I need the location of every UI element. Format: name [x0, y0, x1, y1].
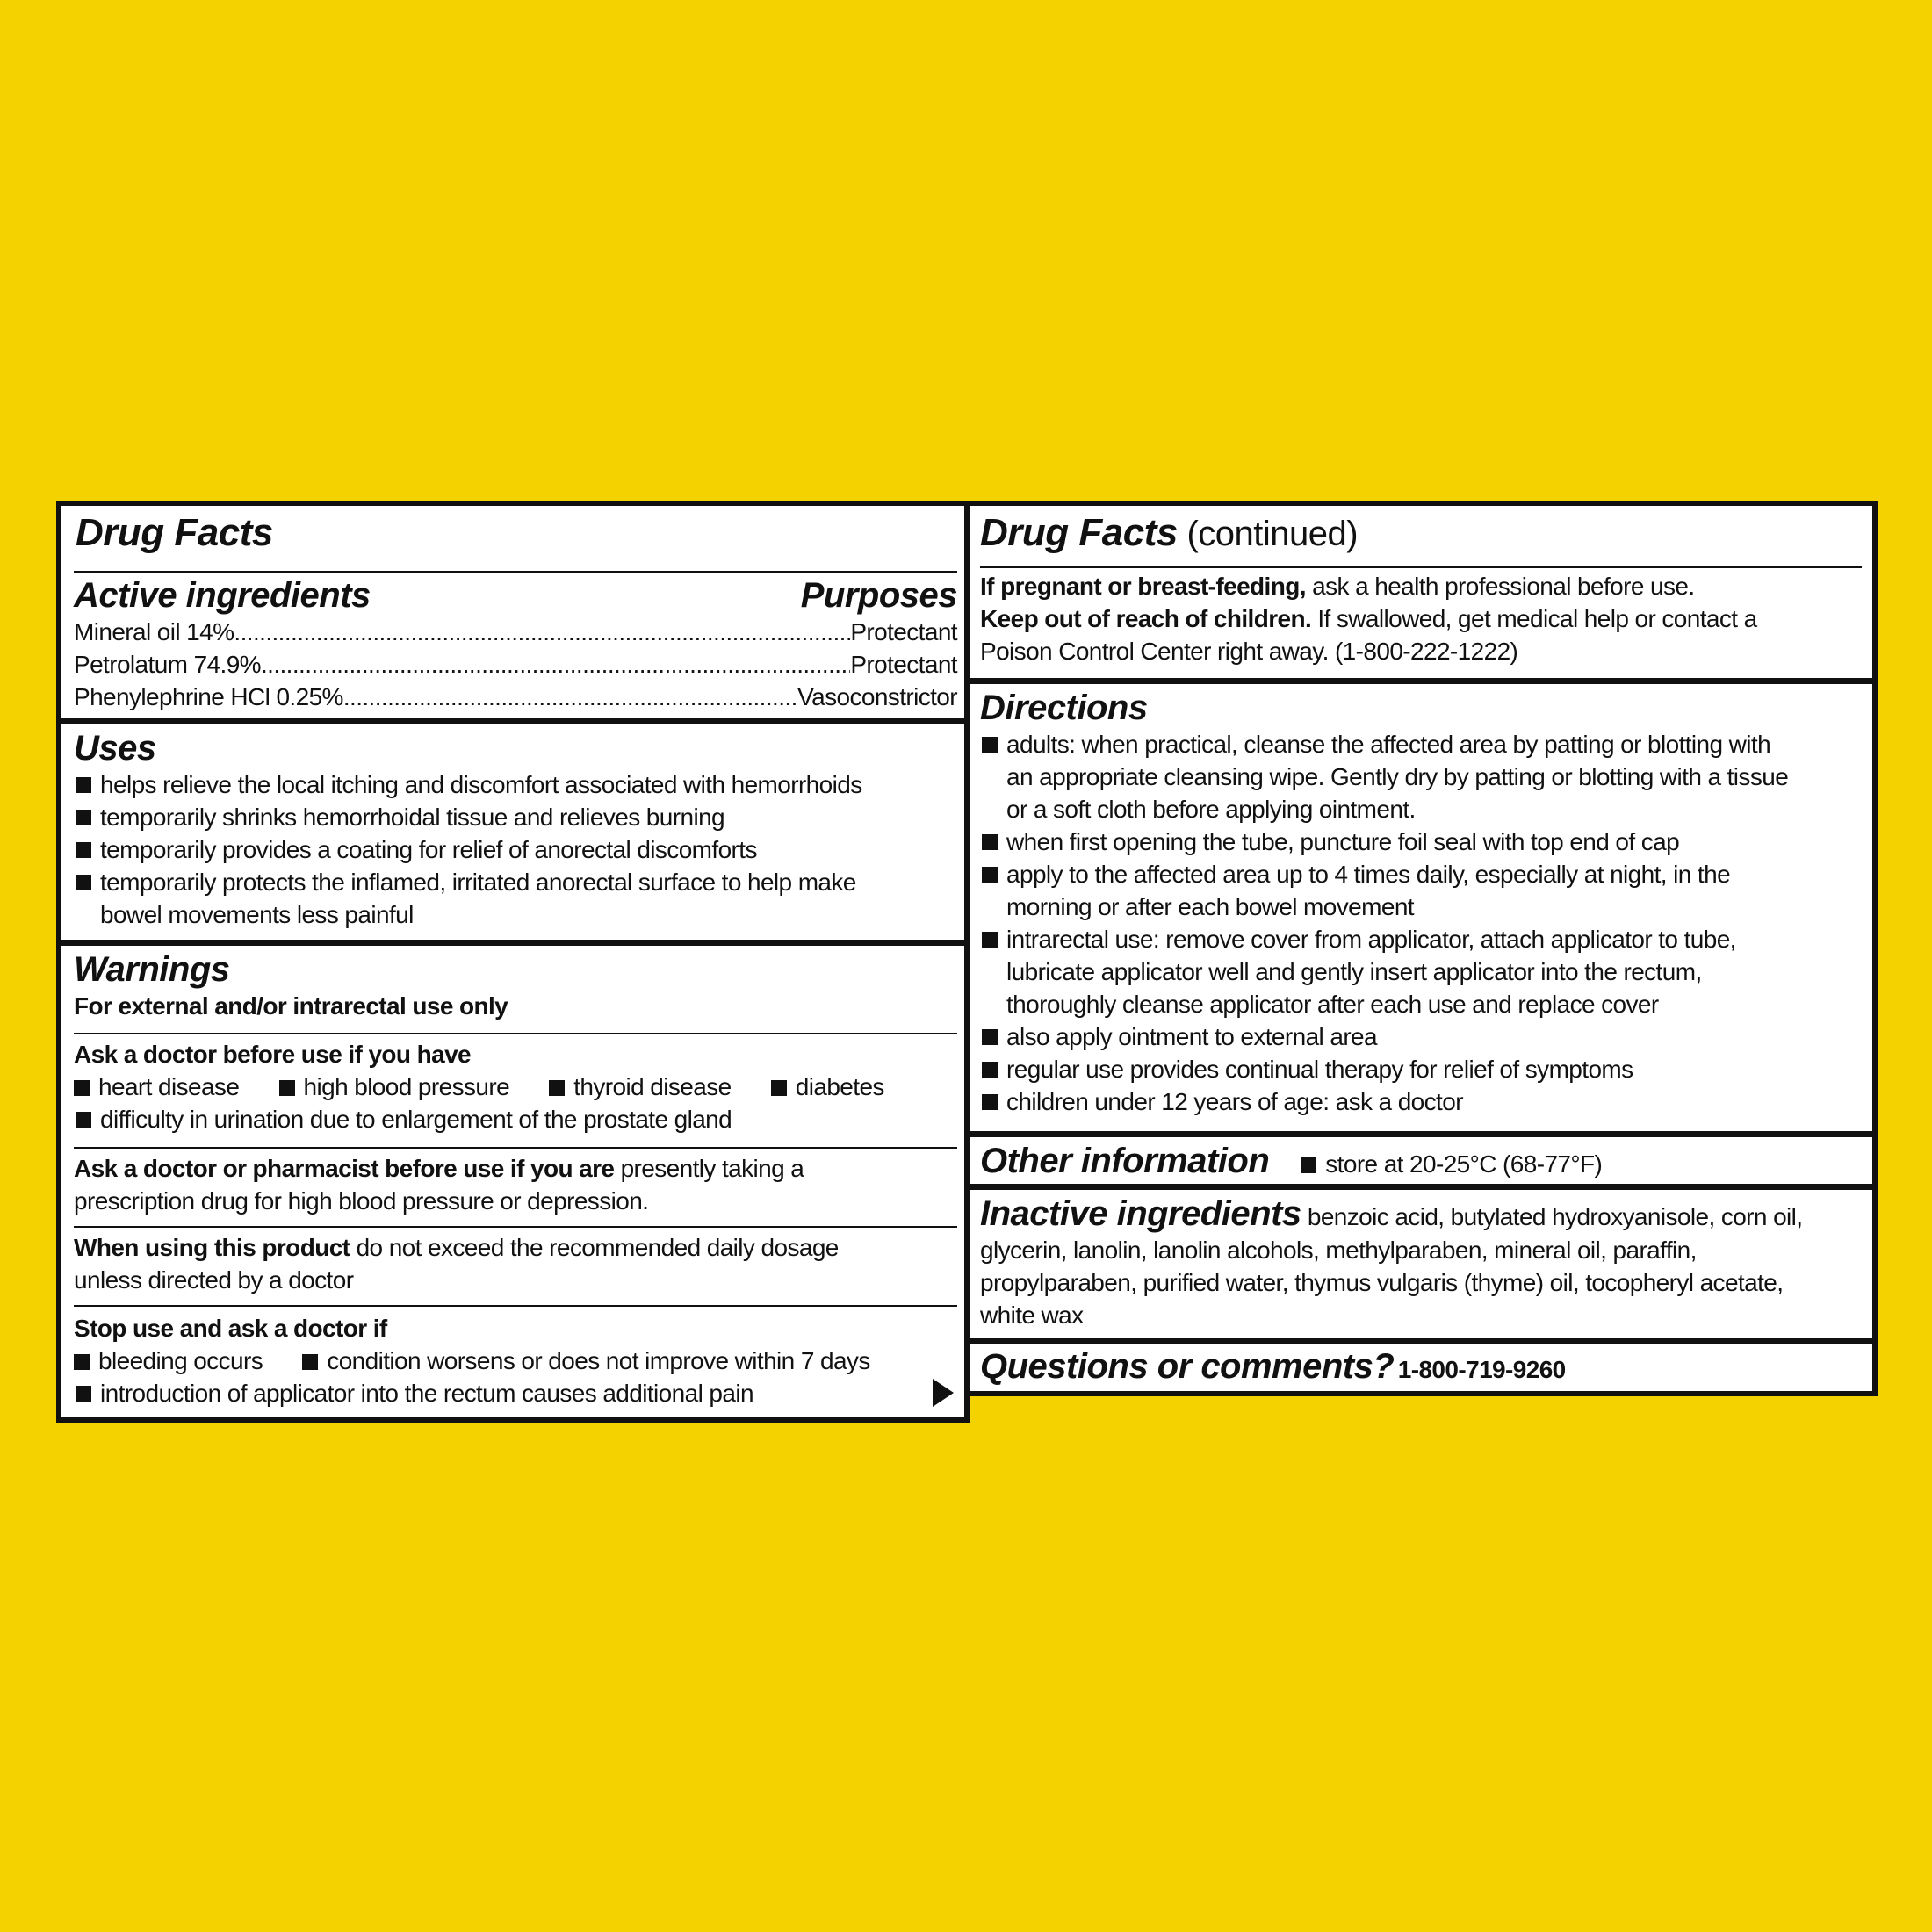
- directions-item: apply to the affected area up to 4 times daily, especially at night, in the: [980, 858, 1872, 890]
- directions-item-continued: lubricate applicator well and gently insert applicator into the rectum,: [1006, 958, 1702, 985]
- questions-phone: 1-800-719-9260: [1397, 1356, 1566, 1383]
- pregnancy-children-section: If pregnant or breast-feeding, ask a health professional before use. Keep out of reach of children. If swallowed, get medical help or contact a Poison Control Center right away. (1-800-222-1222): [980, 566, 1862, 667]
- list-item: helps relieve the local itching and discomfort associated with hemorrhoids: [74, 768, 964, 801]
- directions-item: also apply ointment to external area: [980, 1020, 1872, 1053]
- continue-arrow-icon: [933, 1379, 954, 1407]
- ask-doctor-section: [74, 1033, 957, 1135]
- ingredient-row: Phenylephrine HCl 0.25% ..... Vasoconstrictor: [74, 681, 957, 713]
- directions-item-continued: thoroughly cleanse applicator after each use and replace cover: [1006, 991, 1659, 1018]
- directions-item: when first opening the tube, puncture foil seal with top end of cap: [980, 825, 1872, 858]
- warnings-heading: Warnings: [74, 950, 230, 989]
- drug-facts-continued-title: Drug Facts (continued): [980, 511, 1359, 554]
- active-ingredients-heading: Active ingredients: [74, 576, 371, 615]
- other-information-heading: Other information: [980, 1142, 1270, 1180]
- directions-item-continued: morning or after each bowel movement: [1006, 893, 1414, 920]
- drug-facts-panel-left: [56, 501, 970, 1423]
- questions-heading: Questions or comments?: [980, 1347, 1395, 1386]
- questions-section: [970, 1338, 1872, 1387]
- directions-item: children under 12 years of age: ask a doctor: [980, 1085, 1872, 1118]
- list-item: temporarily shrinks hemorrhoidal tissue and relieves burning: [74, 801, 964, 833]
- directions-item: regular use provides continual therapy for relief of symptoms: [980, 1053, 1872, 1085]
- directions-item: intrarectal use: remove cover from applicator, attach applicator to tube,: [980, 923, 1872, 955]
- directions-list: [980, 728, 1872, 1118]
- purposes-heading: Purposes: [800, 576, 957, 615]
- storage-text: store at 20-25°C (68-77°F): [1325, 1150, 1603, 1178]
- stop-use-heading: Stop use and ask a doctor if: [74, 1315, 387, 1342]
- list-item: difficulty in urination due to enlargement of the prostate gland: [74, 1103, 957, 1135]
- directions-item: adults: when practical, cleanse the affected area by patting or blotting with: [980, 728, 1872, 761]
- pharmacist-section: Ask a doctor or pharmacist before use if you are presently taking a prescription drug for high blood pressure or depression.: [74, 1147, 957, 1217]
- list-item: introduction of applicator into the rectum causes additional pain: [74, 1377, 957, 1409]
- uses-section: [61, 718, 964, 931]
- ask-doctor-conditions: heart disease high blood pressure thyroid disease diabetes: [74, 1071, 957, 1103]
- when-using-section: When using this product do not exceed the recommended daily dosage unless directed by a doctor: [74, 1226, 957, 1296]
- drug-facts-panel-right: [964, 501, 1878, 1396]
- directions-section: [970, 678, 1872, 1118]
- warnings-section: [61, 940, 964, 1022]
- directions-heading: Directions: [980, 688, 1148, 727]
- list-item: temporarily provides a coating for relief of anorectal discomforts: [74, 833, 964, 866]
- directions-item-continued: or a soft cloth before applying ointment.: [1006, 796, 1416, 823]
- uses-heading: Uses: [74, 729, 156, 768]
- ask-doctor-heading: Ask a doctor before use if you have: [74, 1041, 472, 1068]
- stop-use-section: Stop use and ask a doctor if bleeding occurs condition worsens or does not improve within 7 days introduction of applicator into the rectum causes additional pain: [74, 1305, 957, 1409]
- active-ingredients-section: [74, 571, 957, 713]
- external-use-note: For external and/or intrarectal use only: [74, 992, 508, 1020]
- ingredient-row: Mineral oil 14% ..... Protectant: [74, 616, 957, 648]
- drug-facts-title: Drug Facts: [76, 511, 273, 554]
- list-item: temporarily protects the inflamed, irritated anorectal surface to help make: [74, 866, 964, 898]
- inactive-ingredients-section: Inactive ingredients benzoic acid, butylated hydroxyanisole, corn oil, glycerin, lanolin, lanolin alcohols, methylparaben, mineral oil, paraffin, propylparaben, purified water, thymus vulgaris (thyme) oil, tocopheryl acetate, white wax: [970, 1184, 1872, 1331]
- inactive-ingredients-heading: Inactive ingredients: [980, 1194, 1301, 1233]
- ingredient-row: Petrolatum 74.9% ..... Protectant: [74, 648, 957, 681]
- directions-item-continued: an appropriate cleansing wipe. Gently dry by patting or blotting with a tissue: [1006, 763, 1789, 790]
- list-item-continued: bowel movements less painful: [100, 901, 414, 928]
- other-information-section: [970, 1131, 1872, 1181]
